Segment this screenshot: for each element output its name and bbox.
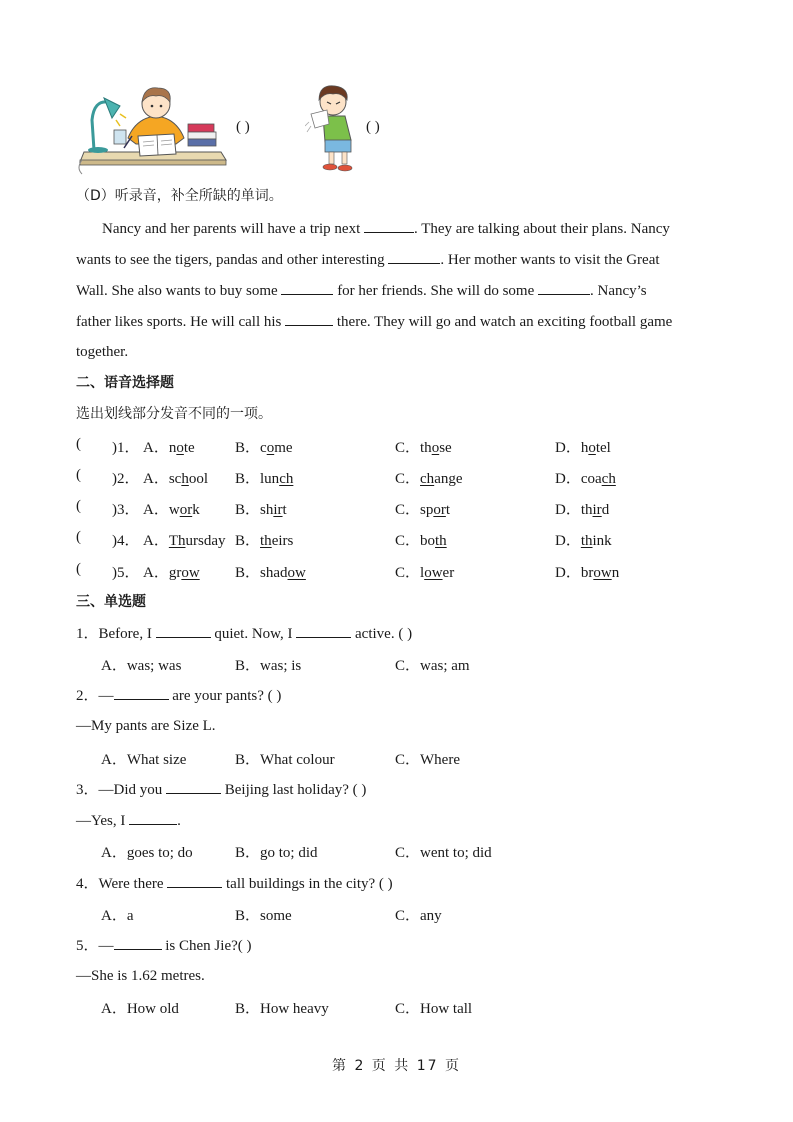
fill-blank-1[interactable] xyxy=(364,218,414,233)
mcq-2-stem: 2．— are your pants? ( ) xyxy=(76,685,281,706)
mcq-5-option-c[interactable]: C．How tall xyxy=(395,1001,473,1017)
mcq-blank[interactable] xyxy=(114,685,169,700)
option-text: w xyxy=(168,502,180,518)
section-2-heading: 二、语音选择题 xyxy=(76,375,174,391)
mcq-4-option-b[interactable]: B．some xyxy=(235,908,292,924)
option-text: th xyxy=(420,440,432,456)
option-text: ink xyxy=(592,533,612,549)
mcq-1-option-c[interactable]: C．was; am xyxy=(395,658,470,674)
option-text: C． xyxy=(395,565,421,581)
phonics-option-a[interactable] xyxy=(143,436,195,457)
option-text: c xyxy=(260,440,267,456)
answer-paren[interactable]: ( xyxy=(76,498,81,514)
phonics-option-c[interactable] xyxy=(395,561,454,582)
phonics-option-b[interactable] xyxy=(235,561,306,582)
option-text: h xyxy=(580,440,589,456)
phonics-option-a[interactable] xyxy=(143,529,226,550)
phonics-option-b[interactable] xyxy=(235,436,293,457)
section-2-instruction: 选出划线部分发音不同的一项。 xyxy=(76,406,272,422)
fill-blank-5[interactable] xyxy=(285,311,333,326)
passage-line: Wall. She also wants to buy some for her friends. She will do some . Nancy’s xyxy=(76,280,647,301)
underlined-letters: o xyxy=(431,440,440,456)
mcq-blank[interactable] xyxy=(129,810,177,825)
mcq-2-option-c[interactable]: C．Where xyxy=(395,752,460,768)
mcq-2-option-b[interactable]: B．What colour xyxy=(235,752,335,768)
underlined-letters: or xyxy=(179,502,193,518)
mcq-blank[interactable] xyxy=(114,935,162,950)
option-text: er xyxy=(442,565,455,581)
option-text: n xyxy=(168,440,177,456)
fill-blank-3[interactable] xyxy=(281,280,333,295)
boy-studying-illustration xyxy=(76,80,228,175)
answer-paren[interactable]: ( xyxy=(76,467,81,483)
option-text: B． xyxy=(235,471,261,487)
answer-paren[interactable]: ( xyxy=(76,529,81,545)
question-number: )5． xyxy=(112,565,140,581)
mcq-1-option-b[interactable]: B．was; is xyxy=(235,658,302,674)
underlined-letters: h xyxy=(181,471,189,487)
option-text: coa xyxy=(580,471,602,487)
answer-paren-2[interactable]: ( ) xyxy=(366,119,380,135)
phonics-option-b[interactable] xyxy=(235,467,293,488)
option-text: D． xyxy=(555,502,581,518)
answer-paren[interactable]: ( xyxy=(76,436,81,452)
underlined-letters: ow xyxy=(287,565,306,581)
phonics-option-c[interactable] xyxy=(395,467,463,488)
option-text: te xyxy=(183,440,195,456)
phonics-option-b[interactable] xyxy=(235,529,293,550)
option-text: t xyxy=(445,502,451,518)
mcq-5-stem: 5．— is Chen Jie?( ) xyxy=(76,935,252,956)
option-text: sh xyxy=(260,502,274,518)
mcq-3-option-a[interactable]: A．goes to; do xyxy=(101,845,193,861)
phonics-option-c[interactable] xyxy=(395,498,450,519)
mcq-5-option-b[interactable]: B．How heavy xyxy=(235,1001,329,1017)
fill-blank-2[interactable] xyxy=(388,249,440,264)
option-text: ool xyxy=(188,471,209,487)
option-text: t xyxy=(282,502,287,518)
option-text: bo xyxy=(420,533,436,549)
option-text: D． xyxy=(555,440,581,456)
option-text: d xyxy=(601,502,610,518)
answer-paren[interactable]: ( xyxy=(76,561,81,577)
underlined-letters: ch xyxy=(420,471,435,487)
mcq-3-option-c[interactable]: C．went to; did xyxy=(395,845,492,861)
question-number: )3． xyxy=(112,502,140,518)
section-3-heading: 三、单选题 xyxy=(76,594,146,610)
option-text: ange xyxy=(434,471,463,487)
option-text: eirs xyxy=(271,533,294,549)
mcq-2-option-a[interactable]: A．What size xyxy=(101,752,187,768)
mcq-4-stem: 4．Were there tall buildings in the city? ( ) xyxy=(76,873,393,894)
mcq-4-option-a[interactable]: A．a xyxy=(101,908,134,924)
option-text: k xyxy=(192,502,200,518)
option-text: C． xyxy=(395,471,421,487)
option-text: se xyxy=(439,440,452,456)
picture-boy-sneezing xyxy=(305,80,365,175)
option-text: D． xyxy=(555,533,581,549)
option-text: tel xyxy=(595,440,611,456)
question-number: )2． xyxy=(112,471,140,487)
option-text: sp xyxy=(420,502,434,518)
question-number: )1． xyxy=(112,440,140,456)
option-text: B． xyxy=(235,440,261,456)
underlined-letters: ir xyxy=(592,502,602,518)
passage-line: father likes sports. He will call his there. They will go and watch an exciting football game xyxy=(76,311,672,332)
option-text: C． xyxy=(395,533,421,549)
option-text: B． xyxy=(235,533,261,549)
mcq-1-stem: 1．Before, I quiet. Now, I active. ( ) xyxy=(76,623,412,644)
passage-line: Nancy and her parents will have a trip next . They are talking about their plans. Nancy xyxy=(102,218,670,239)
option-text: A． xyxy=(143,471,169,487)
underlined-letters: ow xyxy=(181,565,200,581)
phonics-option-c[interactable] xyxy=(395,529,447,550)
boy-sneezing-illustration xyxy=(305,80,365,175)
option-text: ursday xyxy=(185,533,226,549)
passage-line: together. xyxy=(76,344,129,360)
picture-boy-studying xyxy=(76,80,228,175)
underlined-letters: o xyxy=(176,440,184,456)
option-text: me xyxy=(274,440,293,456)
option-text: D． xyxy=(555,565,581,581)
mcq-blank[interactable] xyxy=(156,623,211,638)
section-d-instruction: （D）听录音，补全所缺的单词。 xyxy=(76,188,283,204)
option-text: sc xyxy=(168,471,182,487)
passage-line: wants to see the tigers, pandas and other interesting . Her mother wants to visit the Great xyxy=(76,249,660,270)
mcq-blank[interactable] xyxy=(167,873,222,888)
phonics-option-d[interactable] xyxy=(555,467,616,488)
option-text: D． xyxy=(555,471,581,487)
option-text: C． xyxy=(395,440,421,456)
mcq-1-option-a[interactable]: A．was; was xyxy=(101,658,182,674)
option-text: n xyxy=(611,565,620,581)
question-number: )4． xyxy=(112,533,140,549)
underlined-letters: Th xyxy=(168,533,186,549)
mcq-3-stem: 3．—Did you Beijing last holiday? ( ) xyxy=(76,779,366,800)
underlined-letters: ch xyxy=(279,471,294,487)
phonics-option-a[interactable] xyxy=(143,498,200,519)
mcq-3-option-b[interactable]: B．go to; did xyxy=(235,845,318,861)
underlined-letters: th xyxy=(580,533,593,549)
option-text: A． xyxy=(143,502,169,518)
mcq-blank[interactable] xyxy=(296,623,351,638)
option-text: shad xyxy=(260,565,288,581)
underlined-letters: th xyxy=(435,533,447,549)
option-text: B． xyxy=(235,502,261,518)
underlined-letters: o xyxy=(266,440,275,456)
mcq-4-option-c[interactable]: C．any xyxy=(395,908,442,924)
phonics-option-a[interactable] xyxy=(143,561,200,582)
option-text: C． xyxy=(395,502,421,518)
mcq-5-option-a[interactable]: A．How old xyxy=(101,1001,179,1017)
mcq-5-reply: —She is 1.62 metres. xyxy=(76,968,205,984)
option-text: gr xyxy=(168,565,182,581)
option-text: A． xyxy=(143,565,169,581)
option-text: l xyxy=(420,565,425,581)
mcq-blank[interactable] xyxy=(166,779,221,794)
phonics-option-a[interactable] xyxy=(143,467,208,488)
phonics-option-c[interactable] xyxy=(395,436,452,457)
underlined-letters: ir xyxy=(273,502,283,518)
underlined-letters: or xyxy=(433,502,446,518)
phonics-option-d[interactable] xyxy=(555,561,619,582)
answer-paren-1[interactable]: ( ) xyxy=(236,119,250,135)
underlined-letters: ow xyxy=(424,565,443,581)
phonics-option-d[interactable] xyxy=(555,436,611,457)
mcq-3-reply: —Yes, I . xyxy=(76,810,181,831)
option-text: A． xyxy=(143,440,169,456)
page-footer: 第 2 页 共 17 页 xyxy=(332,1058,461,1074)
phonics-option-b[interactable] xyxy=(235,498,287,519)
option-text: A． xyxy=(143,533,169,549)
phonics-option-d[interactable] xyxy=(555,498,609,519)
underlined-letters: o xyxy=(588,440,596,456)
phonics-option-d[interactable] xyxy=(555,529,612,550)
underlined-letters: ch xyxy=(601,471,616,487)
option-text: th xyxy=(580,502,593,518)
option-text: br xyxy=(580,565,594,581)
mcq-2-reply: —My pants are Size L. xyxy=(76,718,216,734)
underlined-letters: ow xyxy=(593,565,612,581)
option-text: B． xyxy=(235,565,261,581)
fill-blank-4[interactable] xyxy=(538,280,590,295)
underlined-letters: th xyxy=(260,533,272,549)
option-text: lun xyxy=(260,471,280,487)
